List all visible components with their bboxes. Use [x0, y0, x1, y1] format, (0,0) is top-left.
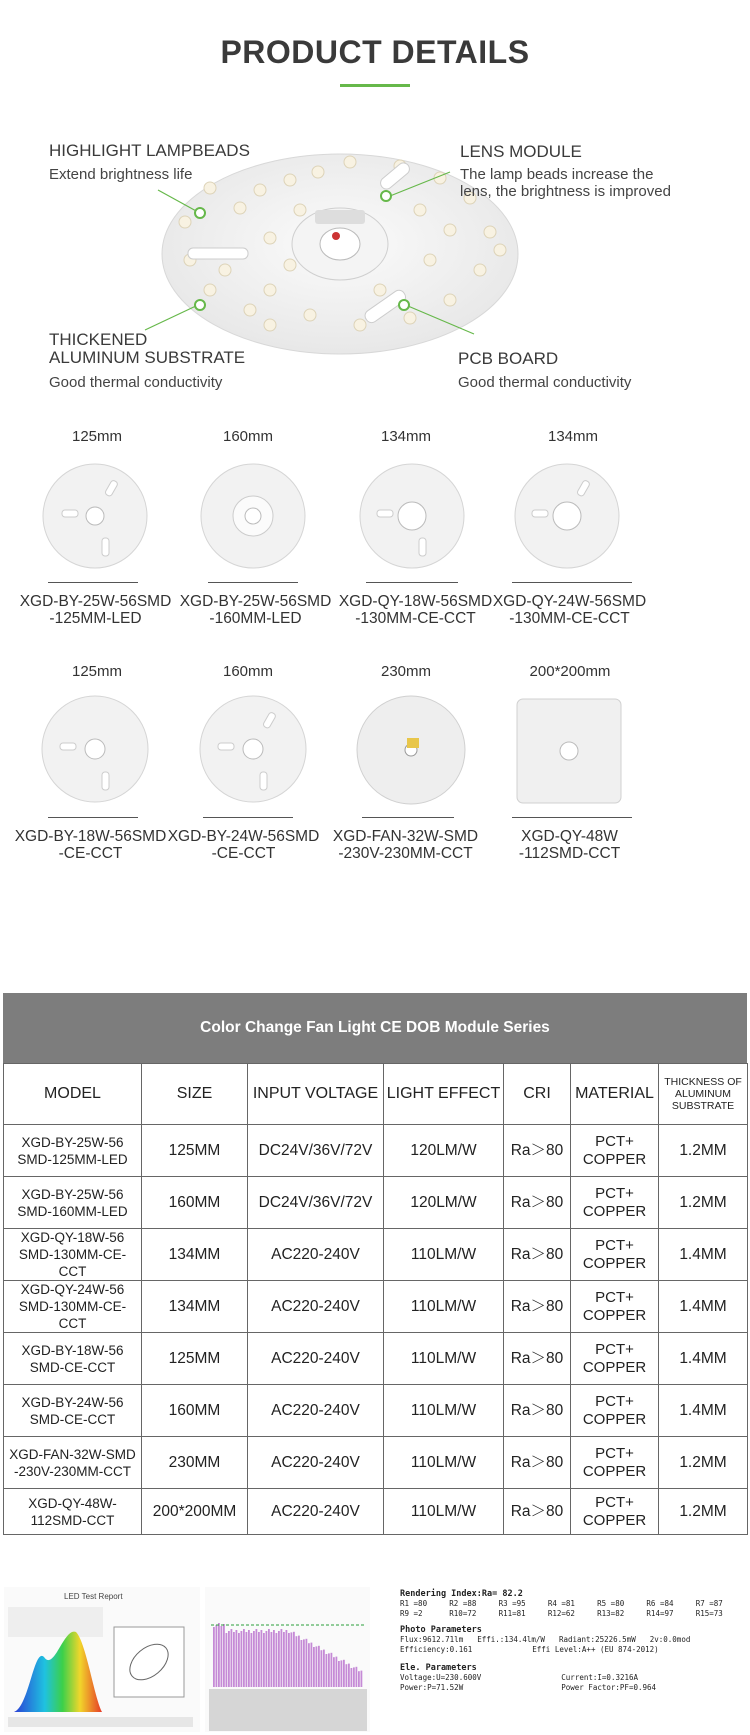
- table-row: [4, 1281, 748, 1333]
- cell-thickness: 1.2MM: [659, 1125, 748, 1177]
- header-cri: CRI: [504, 1064, 571, 1125]
- report-bar: [338, 1661, 340, 1687]
- cell-material: PCT+ COPPER: [571, 1489, 659, 1535]
- report-bar: [233, 1632, 235, 1687]
- r-value: R14=97: [646, 1609, 674, 1618]
- feature-desc-substrate: Good thermal conductivity: [49, 374, 223, 391]
- product-size: 160mm: [222, 428, 274, 445]
- cell-material: PCT+ COPPER: [571, 1385, 659, 1437]
- product-name-line: XGD-BY-25W-56SMD: [19, 593, 172, 610]
- header-size: SIZE: [142, 1064, 248, 1125]
- report-bar: [216, 1625, 218, 1687]
- product-divider: [208, 582, 298, 583]
- report-bar: [213, 1627, 215, 1687]
- product-divider: [362, 817, 454, 818]
- report-bar: [283, 1632, 285, 1687]
- feature-desc-pcb: Good thermal conductivity: [458, 374, 632, 391]
- product-divider: [48, 817, 138, 818]
- product-image: [355, 694, 467, 806]
- rendering-index: Rendering Index:Ra= 82.2: [400, 1589, 523, 1599]
- product-name-line: -130MM-CE-CCT: [355, 610, 476, 627]
- report-bar: [341, 1660, 343, 1687]
- cell-material: PCT+ COPPER: [571, 1177, 659, 1229]
- product-size: 160mm: [222, 663, 274, 680]
- report-bar: [348, 1664, 350, 1687]
- report-parameters: [400, 1589, 745, 1693]
- report-title: LED Test Report: [64, 1592, 123, 1601]
- cell-cri: Ra＞80: [504, 1125, 571, 1177]
- r-value: R7 =87: [695, 1599, 723, 1608]
- table-row: [4, 1437, 748, 1489]
- product-size: 230mm: [380, 663, 432, 680]
- report-bar: [236, 1630, 238, 1687]
- cell-light-effect: 120LM/W: [384, 1177, 504, 1229]
- report-bar: [218, 1623, 220, 1687]
- product-image: [512, 462, 622, 570]
- report-bar: [343, 1660, 345, 1687]
- report-bar: [221, 1626, 223, 1687]
- report-bar: [331, 1653, 333, 1687]
- product-name-line: -112SMD-CCT: [518, 845, 621, 862]
- report-bar: [298, 1636, 300, 1687]
- report-bar: [268, 1629, 270, 1687]
- cell-light-effect: 110LM/W: [384, 1437, 504, 1489]
- header-voltage: INPUT VOLTAGE: [248, 1064, 384, 1125]
- report-bar: [358, 1671, 360, 1687]
- r-value: R3 =95: [498, 1599, 526, 1608]
- report-bar: [286, 1630, 288, 1687]
- cell-voltage: AC220-240V: [248, 1333, 384, 1385]
- r-values: [400, 1599, 745, 1619]
- cell-thickness: 1.2MM: [659, 1177, 748, 1229]
- cell-size: 160MM: [142, 1177, 248, 1229]
- cell-model: XGD-BY-18W-56 SMD-CE-CCT: [4, 1333, 142, 1385]
- power-value: Power:P=71.52W: [400, 1683, 464, 1692]
- r-value: R6 =84: [646, 1599, 674, 1608]
- table-row: [4, 1489, 748, 1535]
- cell-voltage: DC24V/36V/72V: [248, 1125, 384, 1177]
- cell-cri: Ra＞80: [504, 1385, 571, 1437]
- report-bar: [303, 1639, 305, 1687]
- feature-title-lens: LENS MODULE: [460, 142, 582, 161]
- product-divider: [48, 582, 138, 583]
- feature-title-pcb: PCB BOARD: [458, 349, 559, 368]
- cell-model: XGD-QY-18W-56 SMD-130MM-CE-CCT: [4, 1229, 142, 1281]
- report-bar: [246, 1632, 248, 1687]
- report-bar: [351, 1668, 353, 1687]
- ele-parameters-heading: Ele. Parameters: [400, 1663, 477, 1673]
- cell-voltage: AC220-240V: [248, 1385, 384, 1437]
- feature-desc-lampbeads: Extend brightness life: [49, 166, 193, 183]
- report-bar: [266, 1631, 268, 1687]
- bar-report-image: [205, 1587, 370, 1732]
- product-name-line: -130MM-CE-CCT: [509, 610, 630, 627]
- product-image: [40, 694, 150, 804]
- report-bar: [238, 1633, 240, 1687]
- report-bar: [258, 1632, 260, 1687]
- cell-size: 134MM: [142, 1281, 248, 1333]
- table-caption: Color Change Fan Light CE DOB Module Series: [3, 993, 747, 1063]
- report-bar: [356, 1667, 358, 1687]
- radiant-value: Radiant:25226.5mW: [558, 1635, 636, 1644]
- cell-material: PCT+ COPPER: [571, 1333, 659, 1385]
- r-value: R10=72: [449, 1609, 477, 1618]
- cell-material: PCT+ COPPER: [571, 1125, 659, 1177]
- cell-size: 134MM: [142, 1229, 248, 1281]
- report-bar: [278, 1631, 280, 1687]
- flux-value: Flux:9612.71lm: [400, 1635, 464, 1644]
- cell-size: 125MM: [142, 1125, 248, 1177]
- report-bar: [321, 1650, 323, 1687]
- cell-light-effect: 120LM/W: [384, 1125, 504, 1177]
- report-bar: [231, 1629, 233, 1687]
- product-name-line: XGD-BY-25W-56SMD: [179, 593, 332, 610]
- product-image: [198, 462, 308, 570]
- product-size: 134mm: [547, 428, 599, 445]
- product-image: [357, 462, 467, 570]
- cell-voltage: DC24V/36V/72V: [248, 1177, 384, 1229]
- r-value: R11=81: [498, 1609, 526, 1618]
- report-bar: [256, 1629, 258, 1687]
- table-row: [4, 1177, 748, 1229]
- current-value: Current:I=0.3216A: [561, 1673, 639, 1682]
- cell-size: 125MM: [142, 1333, 248, 1385]
- power-factor-value: Power Factor:PF=0.964: [561, 1683, 657, 1692]
- product-name-line: XGD-BY-18W-56SMD: [14, 828, 167, 845]
- report-bar: [333, 1657, 335, 1687]
- spec-table: [3, 1063, 748, 1535]
- report-bar: [281, 1629, 283, 1687]
- header-thickness: THICKNESS OF ALUMINUM SUBSTRATE: [659, 1064, 748, 1125]
- product-size: 134mm: [380, 428, 432, 445]
- report-bar: [273, 1630, 275, 1687]
- efficiency-value: Efficiency:0.161: [400, 1645, 473, 1654]
- cell-voltage: AC220-240V: [248, 1229, 384, 1281]
- report-bar: [228, 1631, 230, 1687]
- table-row: [4, 1385, 748, 1437]
- report-bar: [243, 1629, 245, 1687]
- report-bar: [253, 1631, 255, 1687]
- cell-size: 200*200MM: [142, 1489, 248, 1535]
- report-bar: [306, 1639, 308, 1687]
- cell-cri: Ra＞80: [504, 1333, 571, 1385]
- r-value: R9 =2: [400, 1609, 423, 1618]
- report-bar: [328, 1653, 330, 1687]
- r-value: R4 =81: [547, 1599, 575, 1608]
- cell-material: PCT+ COPPER: [571, 1281, 659, 1333]
- cell-thickness: 1.4MM: [659, 1281, 748, 1333]
- cell-light-effect: 110LM/W: [384, 1489, 504, 1535]
- report-bar: [248, 1630, 250, 1687]
- product-size: 200*200mm: [529, 663, 611, 680]
- report-bar: [361, 1671, 363, 1687]
- product-name-line: -125MM-LED: [49, 610, 142, 627]
- r-value: R12=62: [547, 1609, 575, 1618]
- cell-cri: Ra＞80: [504, 1281, 571, 1333]
- cell-cri: Ra＞80: [504, 1177, 571, 1229]
- r-value: R2 =88: [449, 1599, 477, 1608]
- table-row: [4, 1229, 748, 1281]
- cell-voltage: AC220-240V: [248, 1281, 384, 1333]
- photo-parameters-heading: Photo Parameters: [400, 1625, 482, 1635]
- r-value: R5 =80: [597, 1599, 625, 1608]
- cell-material: PCT+ COPPER: [571, 1437, 659, 1489]
- feature-desc-lens-1: The lamp beads increase the: [460, 166, 654, 183]
- r-value: R1 =80: [400, 1599, 428, 1608]
- feature-title-substrate-1: THICKENED: [49, 330, 148, 349]
- report-bar: [261, 1630, 263, 1687]
- product-name-line: XGD-FAN-32W-SMD: [332, 828, 479, 845]
- product-name-line: -CE-CCT: [211, 845, 276, 862]
- product-name-line: XGD-QY-48W: [521, 828, 618, 845]
- cell-light-effect: 110LM/W: [384, 1385, 504, 1437]
- cell-light-effect: 110LM/W: [384, 1333, 504, 1385]
- cell-voltage: AC220-240V: [248, 1489, 384, 1535]
- report-bar: [251, 1633, 253, 1687]
- cell-thickness: 1.2MM: [659, 1437, 748, 1489]
- cell-model: XGD-BY-25W-56 SMD-125MM-LED: [4, 1125, 142, 1177]
- report-bar: [311, 1643, 313, 1687]
- product-divider: [512, 582, 632, 583]
- product-name-line: -230V-230MM-CCT: [338, 845, 473, 862]
- product-name-line: XGD-QY-24W-56SMD: [492, 593, 647, 610]
- r-value: R15=73: [695, 1609, 723, 1618]
- cell-cri: Ra＞80: [504, 1489, 571, 1535]
- cell-model: XGD-BY-25W-56 SMD-160MM-LED: [4, 1177, 142, 1229]
- cell-cri: Ra＞80: [504, 1229, 571, 1281]
- report-bar: [296, 1636, 298, 1687]
- report-bar: [316, 1646, 318, 1687]
- report-bar: [226, 1633, 228, 1687]
- report-bar: [276, 1633, 278, 1687]
- report-bar: [318, 1646, 320, 1687]
- header-model: MODEL: [4, 1064, 142, 1125]
- feature-title-lampbeads: HIGHLIGHT LAMPBEADS: [49, 141, 250, 160]
- cell-model: XGD-QY-24W-56 SMD-130MM-CE-CCT: [4, 1281, 142, 1333]
- r-value: R13=82: [597, 1609, 625, 1618]
- report-bar: [346, 1664, 348, 1687]
- product-size: 125mm: [71, 663, 123, 680]
- header-material: MATERIAL: [571, 1064, 659, 1125]
- feature-title-substrate-2: ALUMINUM SUBSTRATE: [49, 348, 246, 367]
- page-title: PRODUCT DETAILS: [220, 34, 530, 70]
- report-bar: [223, 1624, 225, 1687]
- report-bar: [293, 1632, 295, 1687]
- report-bar: [241, 1631, 243, 1687]
- report-bar: [313, 1647, 315, 1687]
- product-name-line: XGD-QY-18W-56SMD: [338, 593, 493, 610]
- report-bar: [271, 1632, 273, 1687]
- report-bar: [326, 1654, 328, 1687]
- report-bar: [301, 1640, 303, 1687]
- table-row: [4, 1125, 748, 1177]
- effi-level-value: Effi Level:A++ (EU 874-2012): [532, 1645, 659, 1654]
- product-name-line: XGD-BY-24W-56SMD: [167, 828, 320, 845]
- spectrum-report-image: [4, 1587, 200, 1732]
- product-divider: [366, 582, 458, 583]
- report-bar: [353, 1667, 355, 1687]
- product-image: [198, 694, 308, 804]
- table-row: [4, 1333, 748, 1385]
- cell-size: 160MM: [142, 1385, 248, 1437]
- report-bar: [308, 1643, 310, 1687]
- product-image: [515, 697, 623, 805]
- report-bar: [336, 1657, 338, 1687]
- header-light-effect: LIGHT EFFECT: [384, 1064, 504, 1125]
- cell-size: 230MM: [142, 1437, 248, 1489]
- cell-thickness: 1.4MM: [659, 1385, 748, 1437]
- voltage-value: Voltage:U=230.600V: [400, 1673, 482, 1682]
- table-header-row: [4, 1064, 748, 1125]
- cell-thickness: 1.4MM: [659, 1229, 748, 1281]
- report-bar: [323, 1650, 325, 1687]
- cell-light-effect: 110LM/W: [384, 1281, 504, 1333]
- cell-voltage: AC220-240V: [248, 1437, 384, 1489]
- cell-cri: Ra＞80: [504, 1437, 571, 1489]
- report-bar: [288, 1633, 290, 1687]
- product-name-line: -CE-CCT: [58, 845, 123, 862]
- cell-light-effect: 110LM/W: [384, 1229, 504, 1281]
- product-divider: [203, 817, 293, 818]
- product-name-line: -160MM-LED: [209, 610, 302, 627]
- cell-model: XGD-BY-24W-56 SMD-CE-CCT: [4, 1385, 142, 1437]
- effi-value: Effi.:134.4lm/W: [477, 1635, 545, 1644]
- feature-desc-lens-2: lens, the brightness is improved: [460, 183, 671, 200]
- sdcm-value: 2v:0.0mod: [649, 1635, 691, 1644]
- product-divider: [512, 817, 632, 818]
- cell-model: XGD-QY-48W- 112SMD-CCT: [4, 1489, 142, 1535]
- product-size: 125mm: [71, 428, 123, 445]
- cell-material: PCT+ COPPER: [571, 1229, 659, 1281]
- report-bar: [263, 1633, 265, 1687]
- product-image: [40, 462, 150, 570]
- cell-thickness: 1.2MM: [659, 1489, 748, 1535]
- report-bar: [291, 1632, 293, 1687]
- cell-thickness: 1.4MM: [659, 1333, 748, 1385]
- cell-model: XGD-FAN-32W-SMD -230V-230MM-CCT: [4, 1437, 142, 1489]
